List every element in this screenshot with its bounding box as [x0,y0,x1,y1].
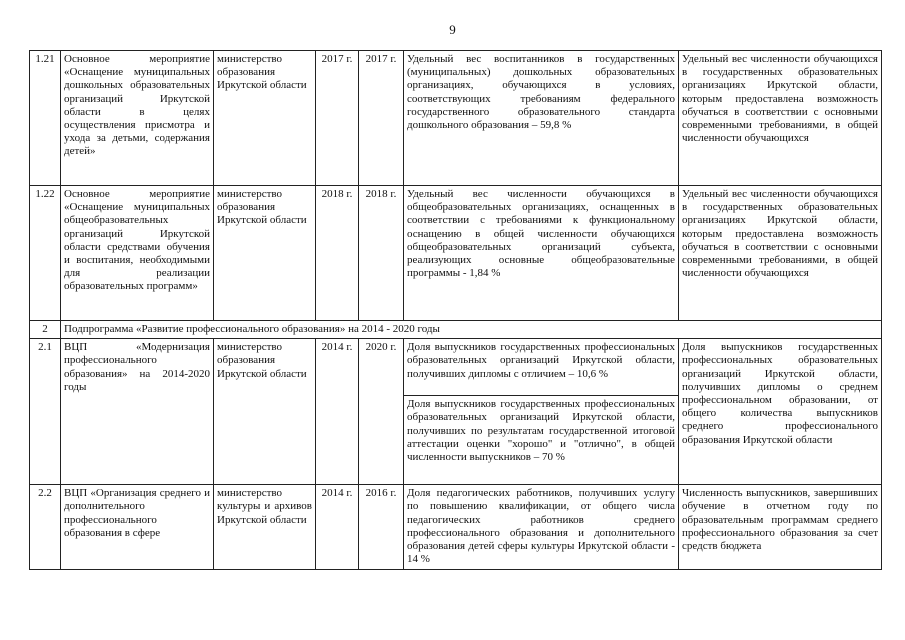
activity-cell: ВЦП «Организация среднего и дополнительного профессионального образования в сфере [61,485,214,570]
start-year-cell: 2014 г. [316,339,359,485]
indicator-cell: Удельный вес численности обучающихся в государственных образовательных организациях Иркутской области, которым предоставлена возможность обучаться в соответствии с основными современными требованиями, в общей численности обучающихся [679,186,882,321]
start-year-cell: 2017 г. [316,51,359,186]
end-year-cell: 2017 г. [359,51,404,186]
table-row [30,485,882,570]
end-year-cell: 2020 г. [359,339,404,485]
row-number: 2.2 [30,485,61,570]
table-row [30,186,882,321]
result-cell: Доля выпускников государственных профессиональных образовательных организаций Иркутской области, получивших дипломы с отличием – 10,6 % [404,339,679,396]
result-cell: Удельный вес численности обучающихся в общеобразовательных организациях, оснащенных в соответствии с требованиями к функциональному оснащению в общей численности обучающихся общеобразовательных организаций субъекта, реализующих основные общеобразовательные программы - 1,84 % [404,186,679,321]
table-row [30,51,882,186]
page-number: 9 [449,22,456,37]
table-row [30,339,882,396]
program-table [29,50,882,570]
activity-cell: Основное мероприятие «Оснащение муниципальных дошкольных образовательных организаций Иркутской области в целях осуществления присмотра и ухода за детьми, содержания детей» [61,51,214,186]
row-number: 1.21 [30,51,61,186]
executor-cell: министерство культуры и архивов Иркутской области [214,485,316,570]
indicator-cell: Доля выпускников государственных профессиональных образовательных организаций Иркутской области, получивших дипломы о среднем профессиональном образовании, от общего количества выпускников среднего профессионального образования Иркутской области [679,339,882,485]
executor-cell: министерство образования Иркутской области [214,186,316,321]
result-cell: Доля выпускников государственных профессиональных образовательных организаций Иркутской области, получивших по результатам государственной итоговой аттестации оценки "хорошо" и "отлично", в общей численности выпускников – 70 % [404,396,679,485]
row-number: 1.22 [30,186,61,321]
result-cell: Доля педагогических работников, получивших услугу по повышению квалификации, от общего числа педагогических работников среднего профессионального образования и дополнительного образования детей сферы культуры Иркутской области - 14 % [404,485,679,570]
result-cell: Удельный вес воспитанников в государственных (муниципальных) дошкольных образовательных организациях, обучающихся в условиях, соответствующих требованиям федерального государственного образовательного стандарта дошкольного образования – 59,8 % [404,51,679,186]
end-year-cell: 2016 г. [359,485,404,570]
row-number: 2.1 [30,339,61,485]
indicator-cell: Удельный вес численности обучающихся в государственных образовательных организациях Иркутской области, которым предоставлена возможность обучаться в соответствии с основными современными требованиями, в общей численности обучающихся [679,51,882,186]
start-year-cell: 2018 г. [316,186,359,321]
activity-cell: ВЦП «Модернизация профессионального образования» на 2014-2020 годы [61,339,214,485]
executor-cell: министерство образования Иркутской области [214,339,316,485]
subprogram-row [30,321,882,339]
activity-cell: Основное мероприятие «Оснащение муниципальных общеобразовательных организаций Иркутской области средствами обучения и воспитания, необходимыми для реализации образовательных программ» [61,186,214,321]
end-year-cell: 2018 г. [359,186,404,321]
subprogram-title: Подпрограмма «Развитие профессионального образования» на 2014 - 2020 годы [61,321,882,339]
indicator-cell: Численность выпускников, завершивших обучение в отчетном году по образовательным программам среднего профессионального образования за счет средств бюджета [679,485,882,570]
start-year-cell: 2014 г. [316,485,359,570]
row-number: 2 [30,321,61,339]
executor-cell: министерство образования Иркутской области [214,51,316,186]
